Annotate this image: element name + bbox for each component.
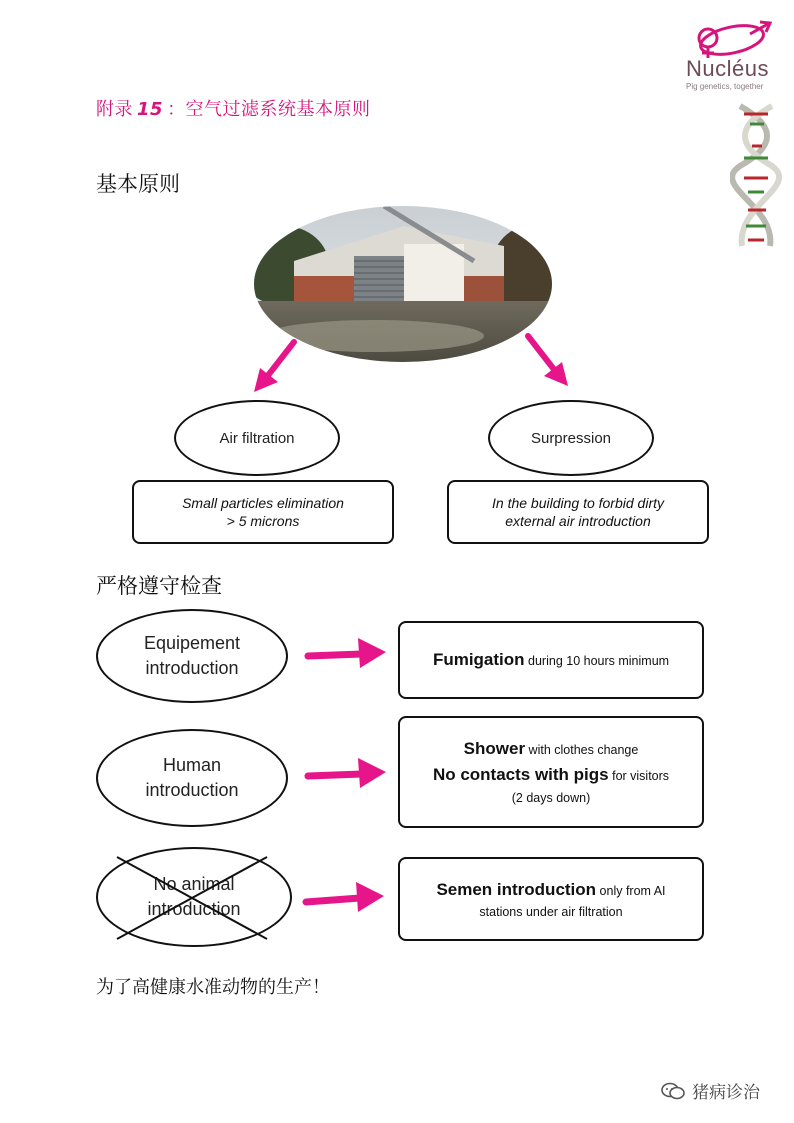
air-filtration-oval <box>174 400 340 476</box>
appendix-title <box>96 95 371 121</box>
cross-out-icon <box>95 847 291 947</box>
human-introduction-label: Human introduction <box>145 754 239 800</box>
appendix-title-text: ：空气过滤系统基本原则 <box>167 99 371 120</box>
closing-statement: 为了高健康水准动物的生产！ <box>96 977 330 998</box>
semen-box <box>398 857 704 941</box>
building-air-line1: In the building to forbid dirty <box>492 494 664 511</box>
watermark-text: 猪病诊治 <box>692 1083 760 1103</box>
building-air-line2: external air introduction <box>505 513 651 529</box>
no-contacts-detail: for visitors <box>608 769 670 784</box>
semen-label: Semen introduction <box>436 879 597 899</box>
equipement-introduction-label: Equipement introduction <box>143 632 241 678</box>
shower-detail: with clothes change <box>525 742 639 757</box>
wechat-icon <box>660 1081 686 1101</box>
section-heading-principles: 基本原则 <box>96 172 180 196</box>
surpression-label: Surpression <box>530 429 612 447</box>
fumigation-box <box>398 621 704 699</box>
arrow-down-left-icon <box>250 338 300 394</box>
semen-detail-2: stations under air filtration <box>479 904 623 919</box>
human-introduction-oval <box>96 729 288 827</box>
watermark <box>660 1078 760 1103</box>
arrow-right-icon <box>300 748 390 796</box>
shower-label: Shower <box>463 738 526 758</box>
air-filtration-label: Air filtration <box>219 429 295 447</box>
days-down-note: (2 days down) <box>511 791 591 806</box>
building-air-box <box>447 480 709 544</box>
no-animal-introduction-label: animal introduction <box>147 873 241 919</box>
logo-word: Nucléus <box>686 56 769 81</box>
shower-box <box>398 716 704 828</box>
section-heading-checks: 严格遵守检查 <box>96 574 222 598</box>
arrow-right-icon <box>298 872 388 920</box>
appendix-prefix: 附录 <box>96 99 133 120</box>
small-particles-line2: > 5 microns <box>226 513 300 529</box>
fumigation-label: Fumigation <box>432 650 525 669</box>
arrow-right-icon <box>300 628 390 676</box>
small-particles-box <box>132 480 394 544</box>
arrow-down-right-icon <box>522 332 572 388</box>
semen-detail: only from AI <box>596 883 666 898</box>
small-particles-line1: Small particles elimination <box>182 494 344 511</box>
logo-tagline: Pig genetics, together <box>686 82 764 91</box>
no-contacts-label: No contacts with pigs <box>432 765 609 785</box>
appendix-number: 15 <box>137 99 164 120</box>
fumigation-detail: during 10 hours minimum <box>524 654 670 668</box>
equipement-introduction-oval <box>96 609 288 703</box>
surpression-oval <box>488 400 654 476</box>
dna-helix-icon <box>730 102 782 250</box>
